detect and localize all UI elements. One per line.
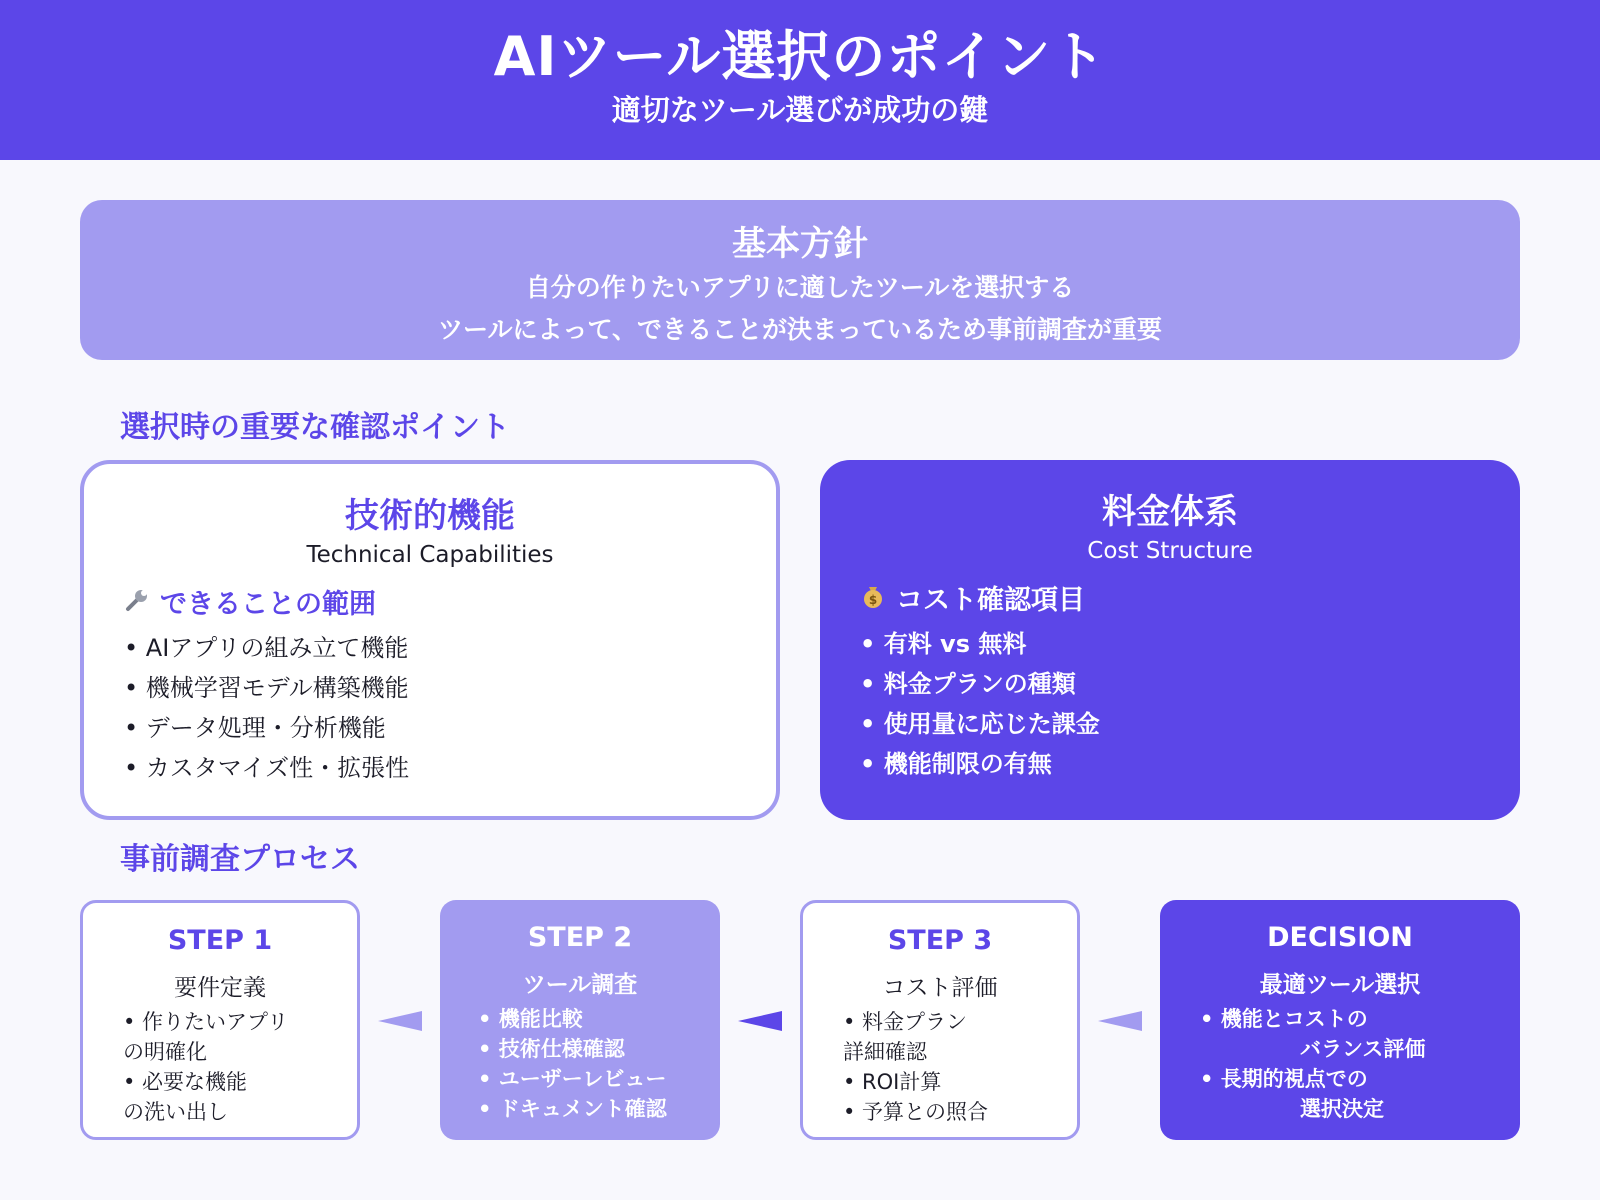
arrow-left-icon	[378, 1008, 422, 1034]
step-line: • 機能比較	[478, 1007, 583, 1031]
arrow-left-icon	[738, 1008, 782, 1034]
step-items	[1200, 1004, 1504, 1124]
step-3-box	[800, 900, 1080, 1140]
cost-item: • 有料 vs 無料	[860, 630, 1027, 658]
step-line: • ドキュメント確認	[478, 1097, 667, 1121]
tech-heading-text: できることの範囲	[160, 589, 376, 620]
policy-title: 基本方針	[732, 224, 868, 264]
step-items	[843, 1007, 1061, 1127]
step-label: STEP 3	[887, 925, 993, 956]
step-name: コスト評価	[882, 975, 998, 1001]
svg-text:$: $	[868, 593, 878, 607]
policy-line-2: ツールによって、できることが決まっているため事前調査が重要	[437, 315, 1162, 344]
cost-heading	[860, 578, 1100, 624]
cost-heading-text: コスト確認項目	[896, 585, 1085, 616]
header-banner	[0, 0, 1600, 160]
tech-subtitle: Technical Capabilities	[306, 542, 554, 568]
tech-item: • AIアプリの組み立て機能	[124, 634, 409, 662]
step-line: 選択決定	[1300, 1097, 1384, 1121]
tech-item: • カスタマイズ性・拡張性	[124, 754, 410, 782]
step-line: • 予算との照合	[843, 1100, 989, 1124]
money-bag-icon	[860, 578, 892, 624]
step-name: 要件定義	[174, 975, 266, 1001]
step-items	[478, 1004, 704, 1124]
step-line: • 作りたいアプリ	[123, 1010, 289, 1034]
step-line: • 技術仕様確認	[478, 1037, 625, 1061]
section-title-process: 事前調査プロセス	[120, 842, 360, 877]
decision-box	[1160, 900, 1520, 1140]
step-line: • 必要な機能	[123, 1070, 248, 1094]
step-line: • 料金プラン	[843, 1010, 968, 1034]
step-name: ツール調査	[522, 972, 638, 998]
tech-item: • 機械学習モデル構築機能	[124, 674, 409, 702]
arrow-left-icon	[1098, 1008, 1142, 1034]
step-label: STEP 2	[527, 922, 633, 953]
tech-heading	[124, 582, 409, 628]
step-line: • 機能とコストの	[1200, 1007, 1368, 1031]
cost-subtitle: Cost Structure	[1087, 538, 1253, 564]
step-line: • ROI計算	[843, 1070, 942, 1094]
step-label: STEP 1	[167, 925, 273, 956]
policy-box	[80, 200, 1520, 360]
step-label: DECISION	[1267, 922, 1413, 953]
step-line: • ユーザーレビュー	[478, 1067, 667, 1091]
step-line: 詳細確認	[843, 1040, 927, 1064]
policy-line-1: 自分の作りたいアプリに適したツールを選択する	[525, 273, 1075, 302]
cost-item: • 機能制限の有無	[860, 750, 1052, 778]
cost-item: • 料金プランの種類	[860, 670, 1076, 698]
section-title-points: 選択時の重要な確認ポイント	[120, 410, 510, 445]
step-line: の明確化	[123, 1040, 207, 1064]
step-name: 最適ツール選択	[1259, 972, 1421, 998]
cost-list	[860, 578, 1100, 784]
step-line: の洗い出し	[123, 1100, 228, 1124]
page-subtitle: 適切なツール選びが成功の鍵	[611, 93, 989, 127]
tech-item: • データ処理・分析機能	[124, 714, 386, 742]
step-2-box	[440, 900, 720, 1140]
cost-title: 料金体系	[1102, 492, 1238, 532]
step-line: • 長期的視点での	[1200, 1067, 1368, 1091]
wrench-icon	[124, 582, 156, 628]
step-1-box	[80, 900, 360, 1140]
step-items	[123, 1007, 341, 1127]
tech-title: 技術的機能	[345, 496, 515, 536]
cost-card	[820, 460, 1520, 820]
page-title: AIツール選択のポイント	[493, 25, 1107, 88]
cost-item: • 使用量に応じた課金	[860, 710, 1100, 738]
tech-card	[80, 460, 780, 820]
tech-list	[124, 582, 409, 788]
step-line: バランス評価	[1300, 1037, 1426, 1061]
